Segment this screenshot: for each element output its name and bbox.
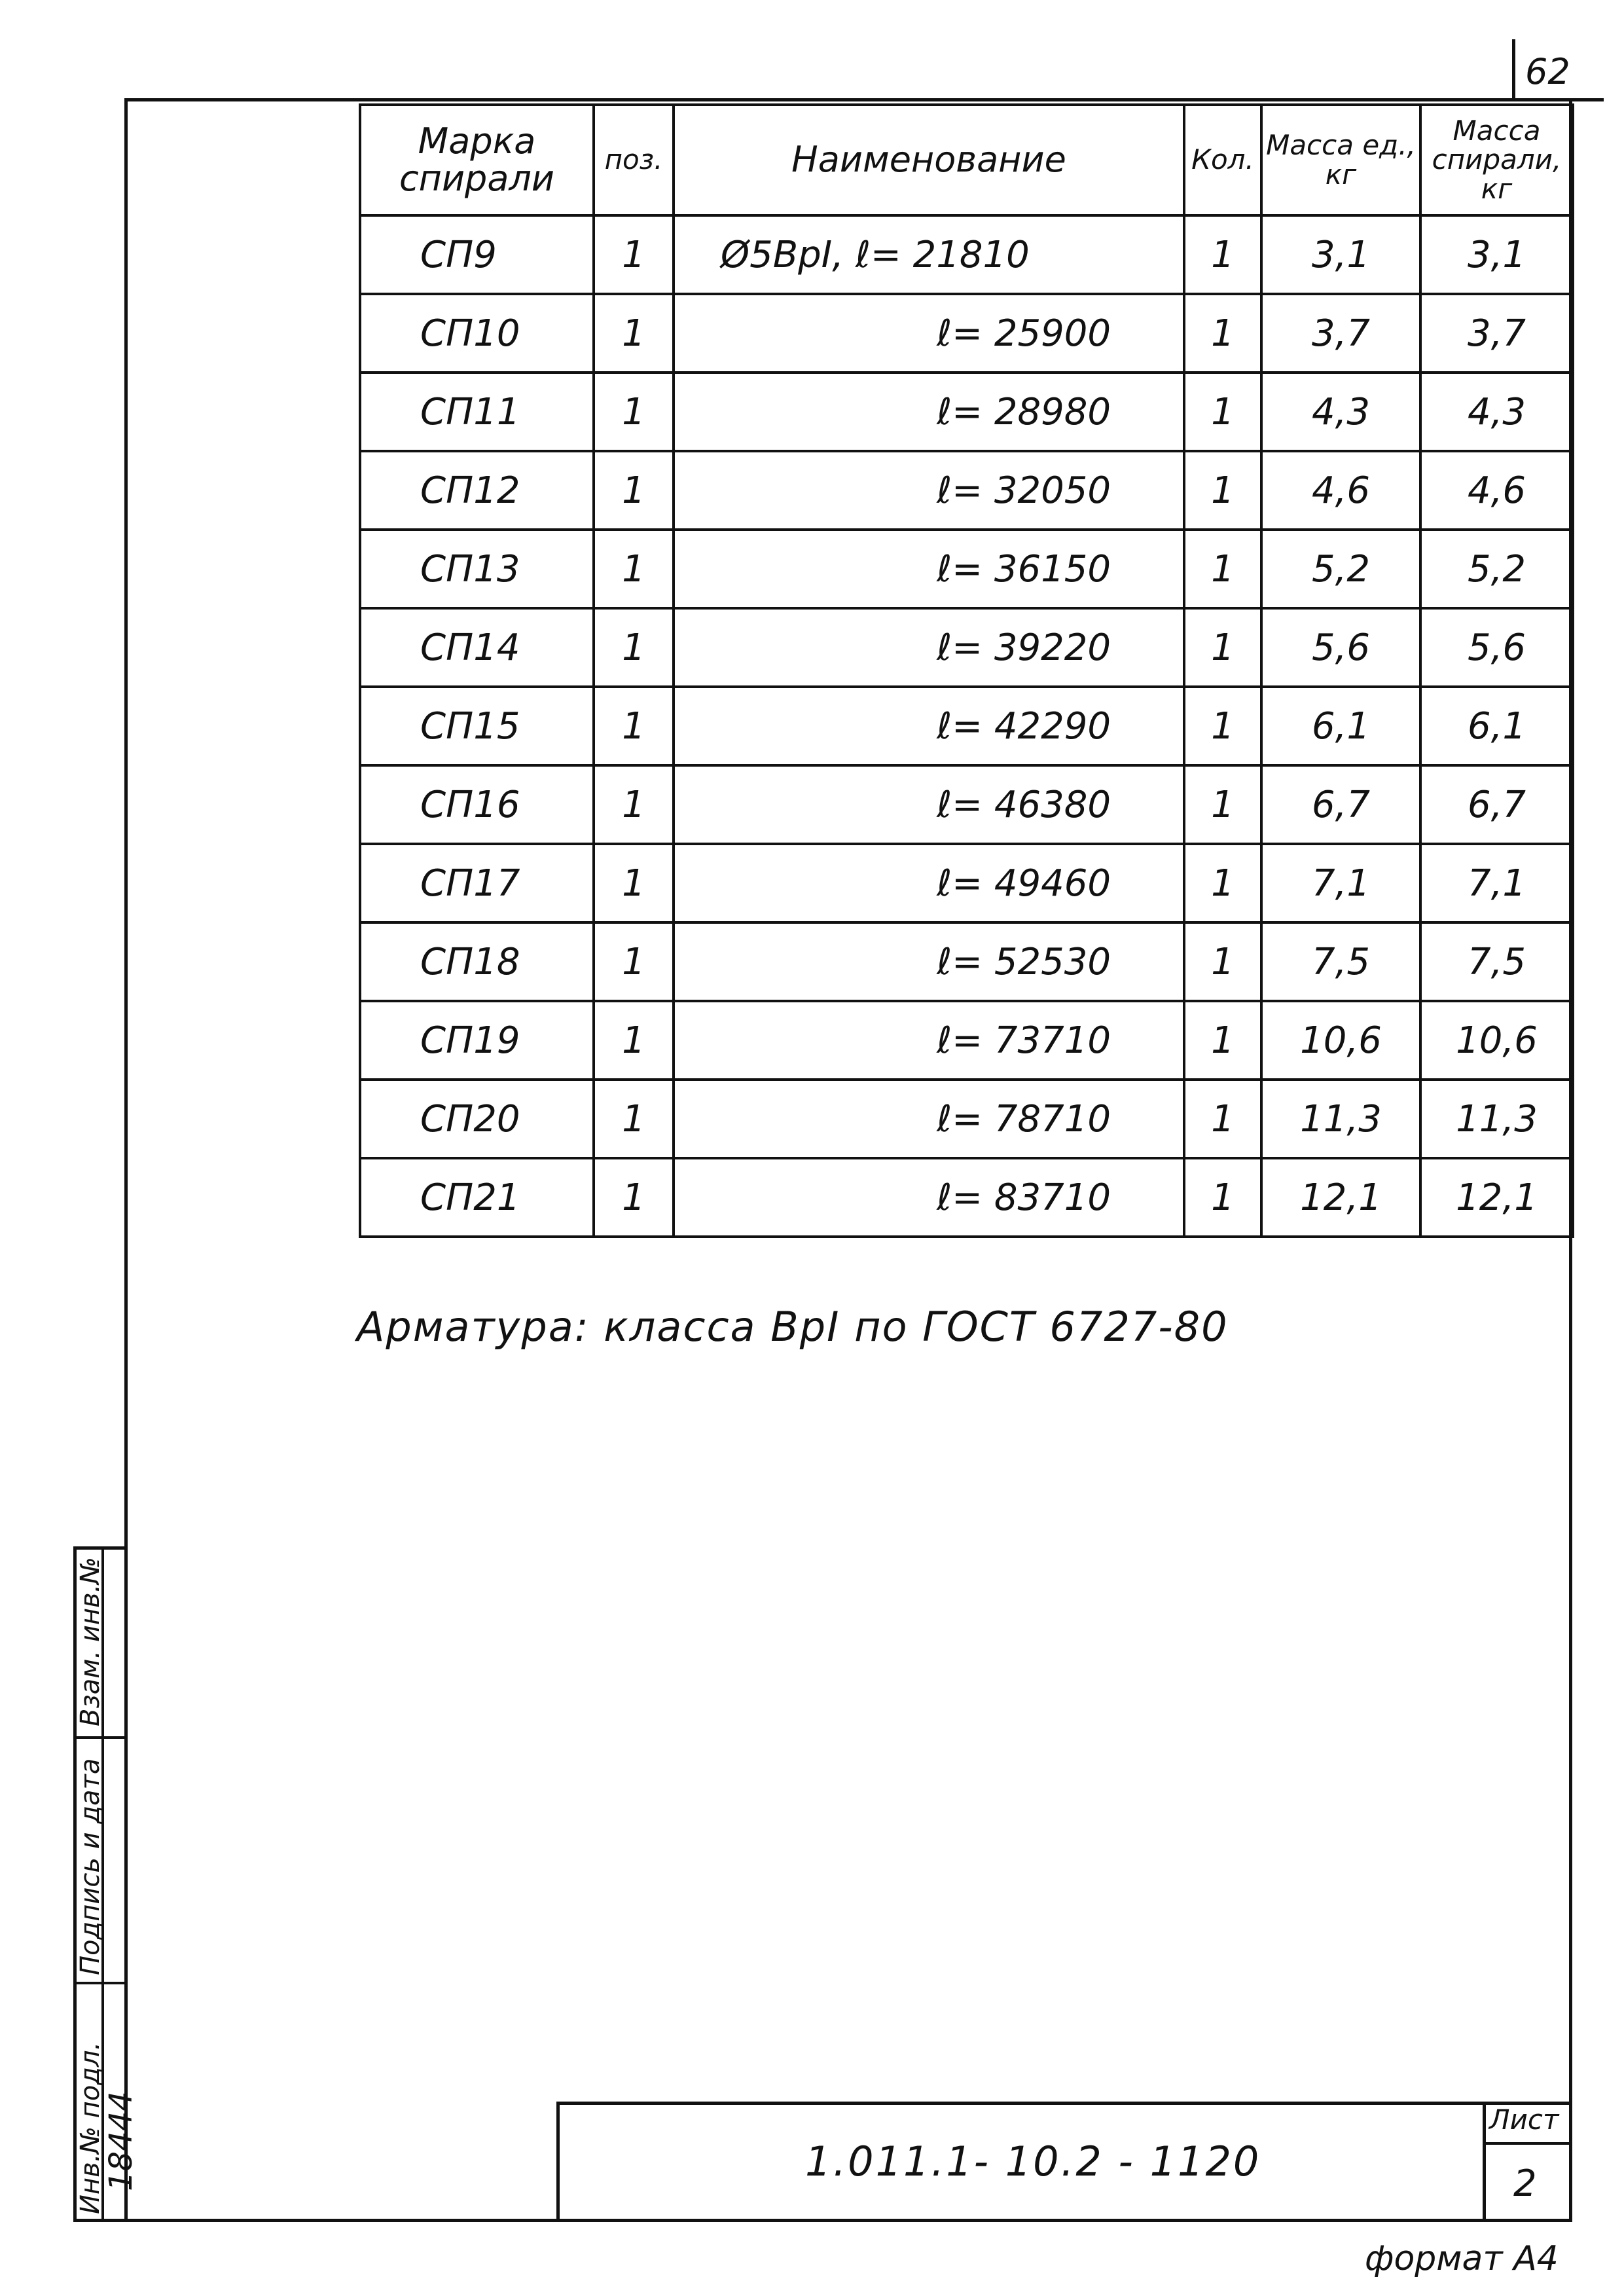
cell-mark: СП15 <box>360 687 594 765</box>
cell-name: ℓ= 52530 <box>674 922 1184 1001</box>
stamp-label-inventory: Инв.№ подл. <box>75 2041 105 2214</box>
cell-mark: СП20 <box>360 1080 594 1158</box>
cell-mass-total: 11,3 <box>1420 1080 1573 1158</box>
cell-pos: 1 <box>594 530 674 608</box>
cell-qty: 1 <box>1184 687 1261 765</box>
cell-mass-total: 6,1 <box>1420 687 1573 765</box>
stamp-row-divider-1 <box>77 1736 128 1739</box>
cell-mark: СП21 <box>360 1158 594 1237</box>
cell-pos: 1 <box>594 765 674 844</box>
page-number: 62 <box>1525 51 1570 92</box>
sheet-label: Лист <box>1489 2104 1559 2136</box>
cell-name: ℓ= 39220 <box>674 608 1184 687</box>
cell-pos: 1 <box>594 844 674 922</box>
cell-mass-total: 10,6 <box>1420 1001 1573 1080</box>
cell-mass-total: 7,5 <box>1420 922 1573 1001</box>
table-row <box>360 215 1573 294</box>
cell-name: ℓ= 36150 <box>674 530 1184 608</box>
stamp-label-replacement: Взам. инв.№ <box>75 1557 105 1726</box>
cell-qty: 1 <box>1184 608 1261 687</box>
cell-qty: 1 <box>1184 1080 1261 1158</box>
table-body <box>360 215 1573 1237</box>
table-header-row <box>360 105 1573 215</box>
cell-mark: СП14 <box>360 608 594 687</box>
cell-mass-unit: 5,6 <box>1261 608 1420 687</box>
sheet-box-divider <box>1483 2142 1572 2145</box>
cell-mass-unit: 11,3 <box>1261 1080 1420 1158</box>
cell-mass-unit: 4,6 <box>1261 451 1420 530</box>
cell-mass-unit: 6,1 <box>1261 687 1420 765</box>
page-number-divider <box>1512 39 1515 101</box>
cell-qty: 1 <box>1184 530 1261 608</box>
cell-mass-total: 5,2 <box>1420 530 1573 608</box>
document-designation: 1.011.1- 10.2 - 1120 <box>805 2138 1261 2185</box>
cell-name: ℓ= 73710 <box>674 1001 1184 1080</box>
cell-qty: 1 <box>1184 844 1261 922</box>
cell-mass-unit: 5,2 <box>1261 530 1420 608</box>
reinforcement-note: Арматура: класса ВрI по ГОСТ 6727-80 <box>357 1303 1229 1351</box>
cell-mass-unit: 3,1 <box>1261 215 1420 294</box>
margin-stamp <box>73 1546 139 2222</box>
cell-qty: 1 <box>1184 373 1261 451</box>
cell-pos: 1 <box>594 1001 674 1080</box>
cell-mark: СП9 <box>360 215 594 294</box>
header-name: Наименование <box>674 105 1184 215</box>
table-row <box>360 844 1573 922</box>
table-row <box>360 294 1573 373</box>
sheet-number: 2 <box>1513 2162 1537 2205</box>
cell-pos: 1 <box>594 608 674 687</box>
stamp-row-divider-2 <box>77 1982 128 1984</box>
table-row <box>360 1001 1573 1080</box>
cell-name: ℓ= 28980 <box>674 373 1184 451</box>
cell-mass-total: 12,1 <box>1420 1158 1573 1237</box>
cell-pos: 1 <box>594 373 674 451</box>
cell-pos: 1 <box>594 1158 674 1237</box>
stamp-inventory-number: 18444 <box>103 2091 139 2191</box>
cell-name: Ø5ВрI, ℓ= 21810 <box>674 215 1184 294</box>
cell-name: ℓ= 78710 <box>674 1080 1184 1158</box>
cell-mass-unit: 3,7 <box>1261 294 1420 373</box>
cell-name: ℓ= 49460 <box>674 844 1184 922</box>
cell-mass-total: 5,6 <box>1420 608 1573 687</box>
cell-mark: СП19 <box>360 1001 594 1080</box>
cell-mass-total: 3,1 <box>1420 215 1573 294</box>
cell-name: ℓ= 83710 <box>674 1158 1184 1237</box>
cell-mass-total: 6,7 <box>1420 765 1573 844</box>
cell-mark: СП18 <box>360 922 594 1001</box>
header-pos: поз. <box>594 105 674 215</box>
cell-name: ℓ= 25900 <box>674 294 1184 373</box>
cell-pos: 1 <box>594 215 674 294</box>
cell-qty: 1 <box>1184 765 1261 844</box>
cell-mass-total: 4,3 <box>1420 373 1573 451</box>
cell-pos: 1 <box>594 1080 674 1158</box>
cell-qty: 1 <box>1184 922 1261 1001</box>
table-row <box>360 765 1573 844</box>
cell-mass-unit: 6,7 <box>1261 765 1420 844</box>
cell-mass-unit: 10,6 <box>1261 1001 1420 1080</box>
cell-qty: 1 <box>1184 1158 1261 1237</box>
header-mass-unit: Масса ед., кг <box>1261 105 1420 215</box>
table-row <box>360 608 1573 687</box>
cell-mass-total: 3,7 <box>1420 294 1573 373</box>
cell-qty: 1 <box>1184 294 1261 373</box>
cell-mass-unit: 12,1 <box>1261 1158 1420 1237</box>
table-row <box>360 1158 1573 1237</box>
header-mass-total: Масса спирали, кг <box>1420 105 1573 215</box>
cell-mass-total: 4,6 <box>1420 451 1573 530</box>
cell-mark: СП17 <box>360 844 594 922</box>
cell-mass-unit: 7,1 <box>1261 844 1420 922</box>
cell-mass-unit: 4,3 <box>1261 373 1420 451</box>
cell-name: ℓ= 32050 <box>674 451 1184 530</box>
format-label: формат А4 <box>1365 2239 1559 2278</box>
cell-pos: 1 <box>594 294 674 373</box>
cell-mark: СП10 <box>360 294 594 373</box>
cell-mark: СП12 <box>360 451 594 530</box>
table-row <box>360 922 1573 1001</box>
cell-name: ℓ= 46380 <box>674 765 1184 844</box>
cell-qty: 1 <box>1184 1001 1261 1080</box>
table-row <box>360 530 1573 608</box>
specification-table <box>359 103 1574 1238</box>
cell-mark: СП13 <box>360 530 594 608</box>
cell-mass-total: 7,1 <box>1420 844 1573 922</box>
cell-mass-unit: 7,5 <box>1261 922 1420 1001</box>
cell-mark: СП16 <box>360 765 594 844</box>
cell-name: ℓ= 42290 <box>674 687 1184 765</box>
cell-qty: 1 <box>1184 451 1261 530</box>
table-row <box>360 687 1573 765</box>
stamp-label-signature: Подпись и дата <box>75 1758 105 1975</box>
cell-pos: 1 <box>594 451 674 530</box>
cell-mark: СП11 <box>360 373 594 451</box>
cell-qty: 1 <box>1184 215 1261 294</box>
cell-pos: 1 <box>594 922 674 1001</box>
table-row <box>360 451 1573 530</box>
cell-pos: 1 <box>594 687 674 765</box>
table-row <box>360 373 1573 451</box>
header-qty: Кол. <box>1184 105 1261 215</box>
header-mark: Марка спирали <box>360 105 594 215</box>
table-row <box>360 1080 1573 1158</box>
